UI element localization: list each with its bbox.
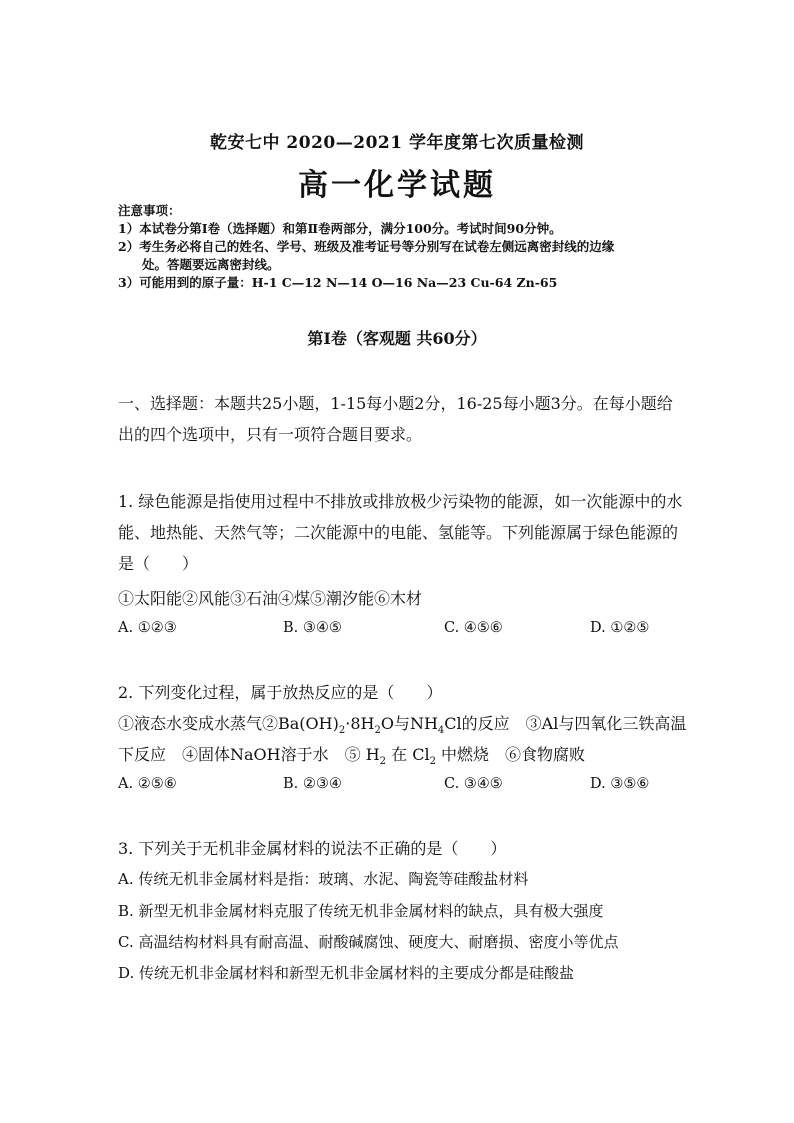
q2-text: 下反应 ④固体NaOH溶于水 ⑤ H (118, 745, 380, 764)
q2-text: 中燃烧 ⑥食物腐败 (435, 745, 586, 764)
option-d[interactable]: D. ①②⑤ (590, 620, 650, 636)
option-b[interactable]: B. ③④⑤ (283, 620, 342, 636)
option-a[interactable]: A. ①②③ (118, 620, 177, 636)
question-2-stem: 2. 下列变化过程，属于放热反应的是（ ） (118, 683, 443, 702)
option-a[interactable]: A. 传统无机非金属材料是指：玻璃、水泥、陶瓷等硅酸盐材料 (118, 870, 529, 888)
q2-text: O与NH (380, 714, 438, 733)
q2-text: 在 Cl (386, 745, 430, 764)
note-item: 3）可能用到的原子量：H-1 C—12 N—14 O—16 Na—23 Cu-64 Zn-65 (118, 275, 558, 290)
instructions: 一、选择题：本题共25小题，1-15每小题2分，16-25每小题3分。在每小题给出的四个选项中，只有一项符合题目要求。 (118, 394, 673, 444)
option-b[interactable]: B. ②③④ (283, 776, 342, 792)
note-item: 1）本试卷分第Ⅰ卷（选择题）和第Ⅱ卷两部分，满分100分。考试时间90分钟。 (118, 221, 562, 236)
subscript: 2 (338, 725, 346, 737)
option-c[interactable]: C. 高温结构材料具有耐高温、耐酸碱腐蚀、硬度大、耐磨损、密度小等优点 (118, 933, 619, 951)
subscript: 4 (437, 725, 445, 737)
note-item: 处。答题要远离密封线。 (142, 257, 280, 272)
note-item: 2）考生务必将自己的姓名、学号、班级及准考证号等分别写在试卷左侧远离密封线的边缘 (118, 239, 615, 254)
subscript: 2 (379, 756, 387, 768)
section-title: 第Ⅰ卷（客观题 共60分） (307, 329, 487, 348)
option-a[interactable]: A. ②⑤⑥ (118, 776, 177, 792)
question-2-items-line-1 (118, 711, 686, 736)
option-b[interactable]: B. 新型无机非金属材料克服了传统无机非金属材料的缺点，具有极大强度 (118, 902, 604, 920)
option-d[interactable]: D. 传统无机非金属材料和新型无机非金属材料的主要成分都是硅酸盐 (118, 964, 575, 982)
q2-text: ①液态水变成水蒸气②Ba(OH) (118, 714, 339, 733)
q2-text: Cl的反应 ③Al与四氧化三铁高温 (444, 714, 687, 733)
exam-notes (118, 202, 678, 292)
notes-title: 注意事项： (118, 203, 181, 218)
school-exam-title: 乾安七中 2020—2021 学年度第七次质量检测 (210, 133, 584, 153)
question-1-items: ①太阳能②风能③石油④煤⑤潮汐能⑥木材 (118, 589, 423, 608)
question-3-stem: 3. 下列关于无机非金属材料的说法不正确的是（ ） (118, 839, 507, 858)
subscript: 2 (429, 756, 436, 768)
subject-title: 高一化学试题 (298, 168, 496, 203)
question-1-stem: 1. 绿色能源是指使用过程中不排放或排放极少污染物的能源，如一次能源中的水能、地热能、天然气等；二次能源中的电能、氢能等。下列能源属于绿色能源的是（ ） (118, 492, 683, 573)
subscript: 2 (374, 725, 381, 737)
option-c[interactable]: C. ④⑤⑥ (444, 620, 503, 636)
option-d[interactable]: D. ③⑤⑥ (590, 776, 650, 792)
q2-text: ·8H (345, 714, 375, 733)
question-2-items-line-2 (118, 742, 585, 767)
option-c[interactable]: C. ③④⑤ (444, 776, 503, 792)
